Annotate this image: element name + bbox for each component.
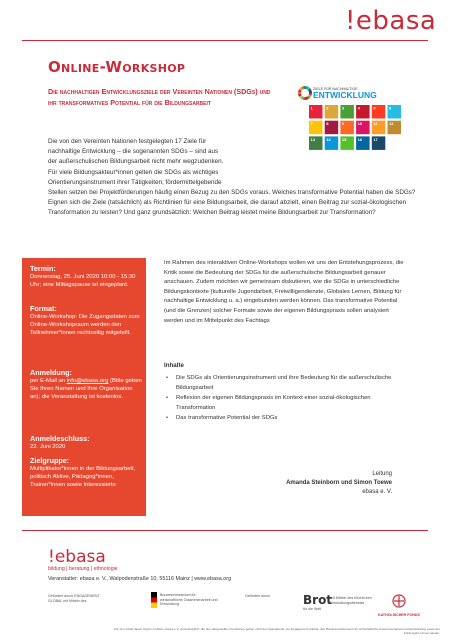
footer-logo: !ebasa [48, 547, 106, 567]
bmz-text: Bundesministerium für wirtschaftliche Zusammenarbeit und Entwicklung [160, 593, 218, 606]
inhalte-heading: Inhalte [164, 362, 184, 369]
anmeldung-block [30, 368, 142, 402]
sdg-tile-number: 2 [326, 105, 329, 111]
intro-narrow-block [48, 137, 263, 188]
intro-line: Orientierungsinstrument ihrer Tätigkeiten; fördermittelgebende [48, 178, 222, 186]
format-block [30, 304, 142, 338]
termin-block [30, 264, 142, 289]
list-item: • Das transformative Potential der SDGs [164, 414, 404, 424]
zielgruppe-label: Zielgruppe: [30, 456, 70, 465]
footer-divider [22, 530, 428, 531]
intro-line: nachhaltige Entwicklung – die sogenannten SDGs – sind aus [48, 148, 219, 156]
sdg-tile-number: 6 [389, 105, 392, 111]
sdg-tile-number: 3 [341, 105, 345, 111]
anmeldeschluss-label: Anmeldeschluss: [30, 434, 90, 443]
sdg-tile-number: 5 [373, 105, 376, 111]
sdg-tile-number: 15 [341, 136, 347, 142]
sdg-heading-big: ENTWICKLUNG [313, 90, 377, 100]
termin-label: Termin: [30, 264, 56, 273]
anmeldung-text: per E-Mail an info@ebasa.org (Bitte geben Sie Ihren Namen und Ihre Organisation an); die Veranstaltung ist kostenlos. [30, 378, 142, 401]
termin-text: Donnerstag, 25. Juni 2020 10:00 - 15:30 Uhr; eine Mittagspause ist eingeplant. [30, 274, 136, 289]
funding-note: Gefördert durch ENGAGEMENT GLOBAL mit Mitteln des [48, 594, 100, 603]
ebasa-logo: !ebasa [345, 6, 437, 36]
kath-fonds-logo [378, 594, 420, 618]
format-text: Online-Workshop: Die Zugangsdaten zum Online-Workshopraum werden den Teilnehmer*innen rechtzeitig mitgeteilt. [30, 314, 140, 337]
footer-tagline: bildung | beratung | ethnologie [48, 566, 118, 572]
brot-sub: für die Welt [303, 607, 322, 611]
sdg-tile-number: 10 [357, 121, 363, 127]
zielgruppe-block [30, 456, 142, 490]
sdg-tile-number: 4 [357, 105, 360, 111]
top-divider [22, 40, 428, 41]
page-subtitle: Die nachhaltigen Entwicklungsziele der Vereinten Nationen (SDGs) und ihr transformatives Potential für die Bildungsarbeit [48, 87, 271, 107]
sdg-tile-number: 8 [326, 121, 329, 127]
intro-line: Für viele Bildungsakteur*innen gelten die SDGs als wichtiges [48, 168, 219, 176]
intro-wide-block: Stellen setzen bei Projektförderungen häufig einen Bezug zu den SDGs voraus. Welches transformative Potential haben die SDGs? Eignen sich die Ziele (tatsächlich) als Richtlinien für eine Bildungsarbeit, die darauf abzielt, einen Beitrag zur sozial-ökologischen Transformation zu leisten? Und ganz grundsätzlich: Welchen Beitrag leistet meine Bildungsarbeit zur Transformation? [48, 189, 416, 217]
info-sidebar [22, 258, 146, 516]
page-title: Online-Workshop [48, 58, 186, 76]
list-item: • Reflexion der eigenen Bildungspraxis im Kontext einer sozial-ökologischen Transformation [164, 394, 404, 413]
leitung-block [286, 470, 392, 497]
zielgruppe-text: Multiplikator*innen in der Bildungsarbeit, politisch Aktive, Pädagog*innen, Trainer*innen sowie Interessierte [30, 466, 136, 489]
leitung-names: Amanda Steinborn und Simon Toewe [286, 480, 392, 486]
disclaimer: Für den Inhalt dieser Flyers ist allein ebasa e.V. verantwortlich; die hier dargestellten Positionen geben nicht den Standpunkt von Engagement Global, des Bundesministeriums für wirtschaftliche Zusammenarbeit und Entwicklung sowie der Fördergeber:innen wieder. [114, 627, 440, 635]
sdg-tile-number: 13 [310, 136, 315, 142]
brot-big: Brot [303, 593, 333, 607]
kath-text: KATHOLISCHER FONDS [378, 613, 420, 617]
anmeldeschluss-block [30, 434, 142, 451]
intro-line: der außerschulischen Bildungsarbeit nicht mehr wegzudenken. [48, 158, 224, 166]
german-flag-icon [151, 592, 157, 608]
sdg-tile-number: 9 [341, 121, 345, 127]
sdg-tile-number: 16 [357, 136, 363, 142]
veranstalter-line: Veranstalter: ebasa e. V., Walpodenstraße 10, 55116 Mainz | www.ebasa.org [48, 576, 232, 582]
leitung-org: ebasa e. V. [362, 489, 392, 495]
format-label: Format: [30, 304, 57, 313]
inhalte-list [164, 374, 404, 425]
sdg-heading-small: ZIELE FÜR NACHHALTIGE [313, 87, 358, 91]
ked-text: mit Mitteln des Kirchlichen Entwicklungsdienstes [330, 596, 372, 605]
anmeldeschluss-text: 22. Juni 2020 [30, 444, 66, 450]
list-item: • Die SDGs als Orientierungsinstrument und ihre Bedeutung für die außerschulische Bildungsarbeit [164, 374, 404, 393]
sdg-tile-number: 12 [389, 121, 394, 127]
sdg-tile-number: 14 [326, 136, 331, 142]
kath-icon [389, 594, 409, 608]
sdg-tile-number: 1 [310, 105, 313, 111]
sdg-wheel-icon [298, 86, 312, 100]
leitung-label: Leitung [372, 471, 392, 477]
sdg-tile-number: 17 [373, 136, 378, 142]
main-paragraph: Im Rahmen des interaktiven Online-Workshops wollen wir uns den Entstehungsprozess, die Kritik sowie die Bedeutung der SDGs für die außerschulische Bildungsarbeit genauer anschauen. Zudem möchten wir gemeinsam diskutieren, wie die SDGs in unterschiedliche Bildungskontexte (kulturelle Jugendarbeit, Freiwilligendienste, Globales Lernen, Bildung für nachhaltige Entwicklung u. a.) eingebunden werden können. Das transformative Potential (und die Grenzen) solcher Formate sowie der eigenen Bildungspraxis sollen analysiert werden und im Mittelpunkt des Fachtags [164, 260, 404, 324]
sdg-tile-number: 7 [310, 121, 313, 127]
intro-text [48, 137, 436, 219]
anmeldung-label: Anmeldung: [30, 368, 72, 377]
brot-logo [303, 593, 332, 612]
email-link[interactable]: info@ebasa.org [66, 378, 109, 384]
intro-line: Die von den Vereinten Nationen festgelegten 17 Ziele für [48, 138, 207, 145]
sdg-tile-number: 11 [373, 121, 378, 127]
brot-funded-label: Gefördert durch [245, 594, 271, 598]
